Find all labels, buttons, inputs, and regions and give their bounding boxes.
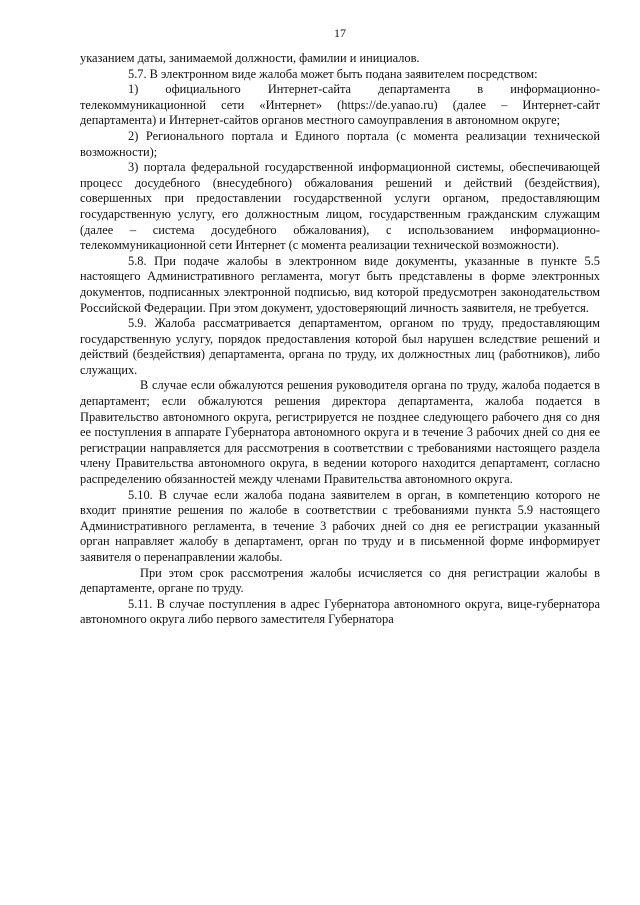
paragraph-5-9: 5.9. Жалоба рассматривается департаментом, органом по труду, предоставляющим государственную услугу, порядок предоставления которой был нарушен вследствие решений и действий (бездействия) департамента, органа по труду, их должностных лиц (работников), либо служащих. (80, 316, 600, 377)
list-item-1: 1) официального Интернет-сайта департамента в информационно-телекоммуникационной сети «Интернет» (https://de.yanao.ru) (далее – Интернет-сайт департамента) и Интернет-сайтов органов местного самоуправления в автономном округе; (80, 82, 600, 128)
paragraph-5-8: 5.8. При подаче жалобы в электронном виде документы, указанные в пункте 5.5 настоящего Административного регламента, могут быть представлены в форме электронных документов, подписанных электронной подписью, вид которой предусмотрен законодательством Российской Федерации. При этом документ, удостоверяющий личность заявителя, не требуется. (80, 253, 600, 315)
paragraph-continuation: указанием даты, занимаемой должности, фамилии и инициалов. (80, 51, 420, 65)
paragraph-appeal-director: В случае если обжалуются решения руководителя органа по труду, жалоба подается в департамент; если обжалуются решения директора департамента, жалоба подается в Правительство автономного округа, регистрируется не позднее следующего рабочего дня со дня ее поступления в аппарате Губернатора автономного округа и в течение 3 рабочих дней со дня ее регистрации направляется для рассмотрения в соответствии с требованиями настоящего раздела члену Правительства автономного округа, в ведении которого находится департамент, согласно распределению обязанностей между членами Правительства автономного округа. (80, 378, 600, 487)
paragraph-review-term: При этом срок рассмотрения жалобы исчисляется со дня регистрации жалобы в департаменте, органе по труду. (80, 565, 600, 596)
list-item-3: 3) портала федеральной государственной информационной системы, обеспечивающей процесс досудебного (внесудебного) обжалования решений и действий (бездействия), совершенных при предоставлении государственной услуги органом, предоставляющим государственную услугу, его должностным лицом, государственным гражданским служащим (далее – система досудебного обжалования), с использованием информационно-телекоммуникационной сети Интернет (с момента реализации технической возможности). (80, 160, 600, 253)
list-item-2: 2) Регионального портала и Единого портала (с момента реализации технической возможности); (80, 128, 600, 159)
paragraph-5-11: 5.11. В случае поступления в адрес Губернатора автономного округа, вице-губернатора автономного округа либо первого заместителя Губернатора (80, 596, 600, 627)
paragraph-5-7: 5.7. В электронном виде жалоба может быть подана заявителем посредством: (128, 66, 538, 81)
page-number: 17 (334, 26, 346, 40)
paragraph-5-10: 5.10. В случае если жалоба подана заявителем в орган, в компетенцию которого не входит принятие решения по жалобе в соответствии с требованиями пункта 5.9 настоящего Административного регламента, в течение 3 рабочих дней со дня ее регистрации указанный орган направляет жалобу в департамент, орган по труду и в письменной форме информирует заявителя о перенаправлении жалобы. (80, 487, 600, 564)
